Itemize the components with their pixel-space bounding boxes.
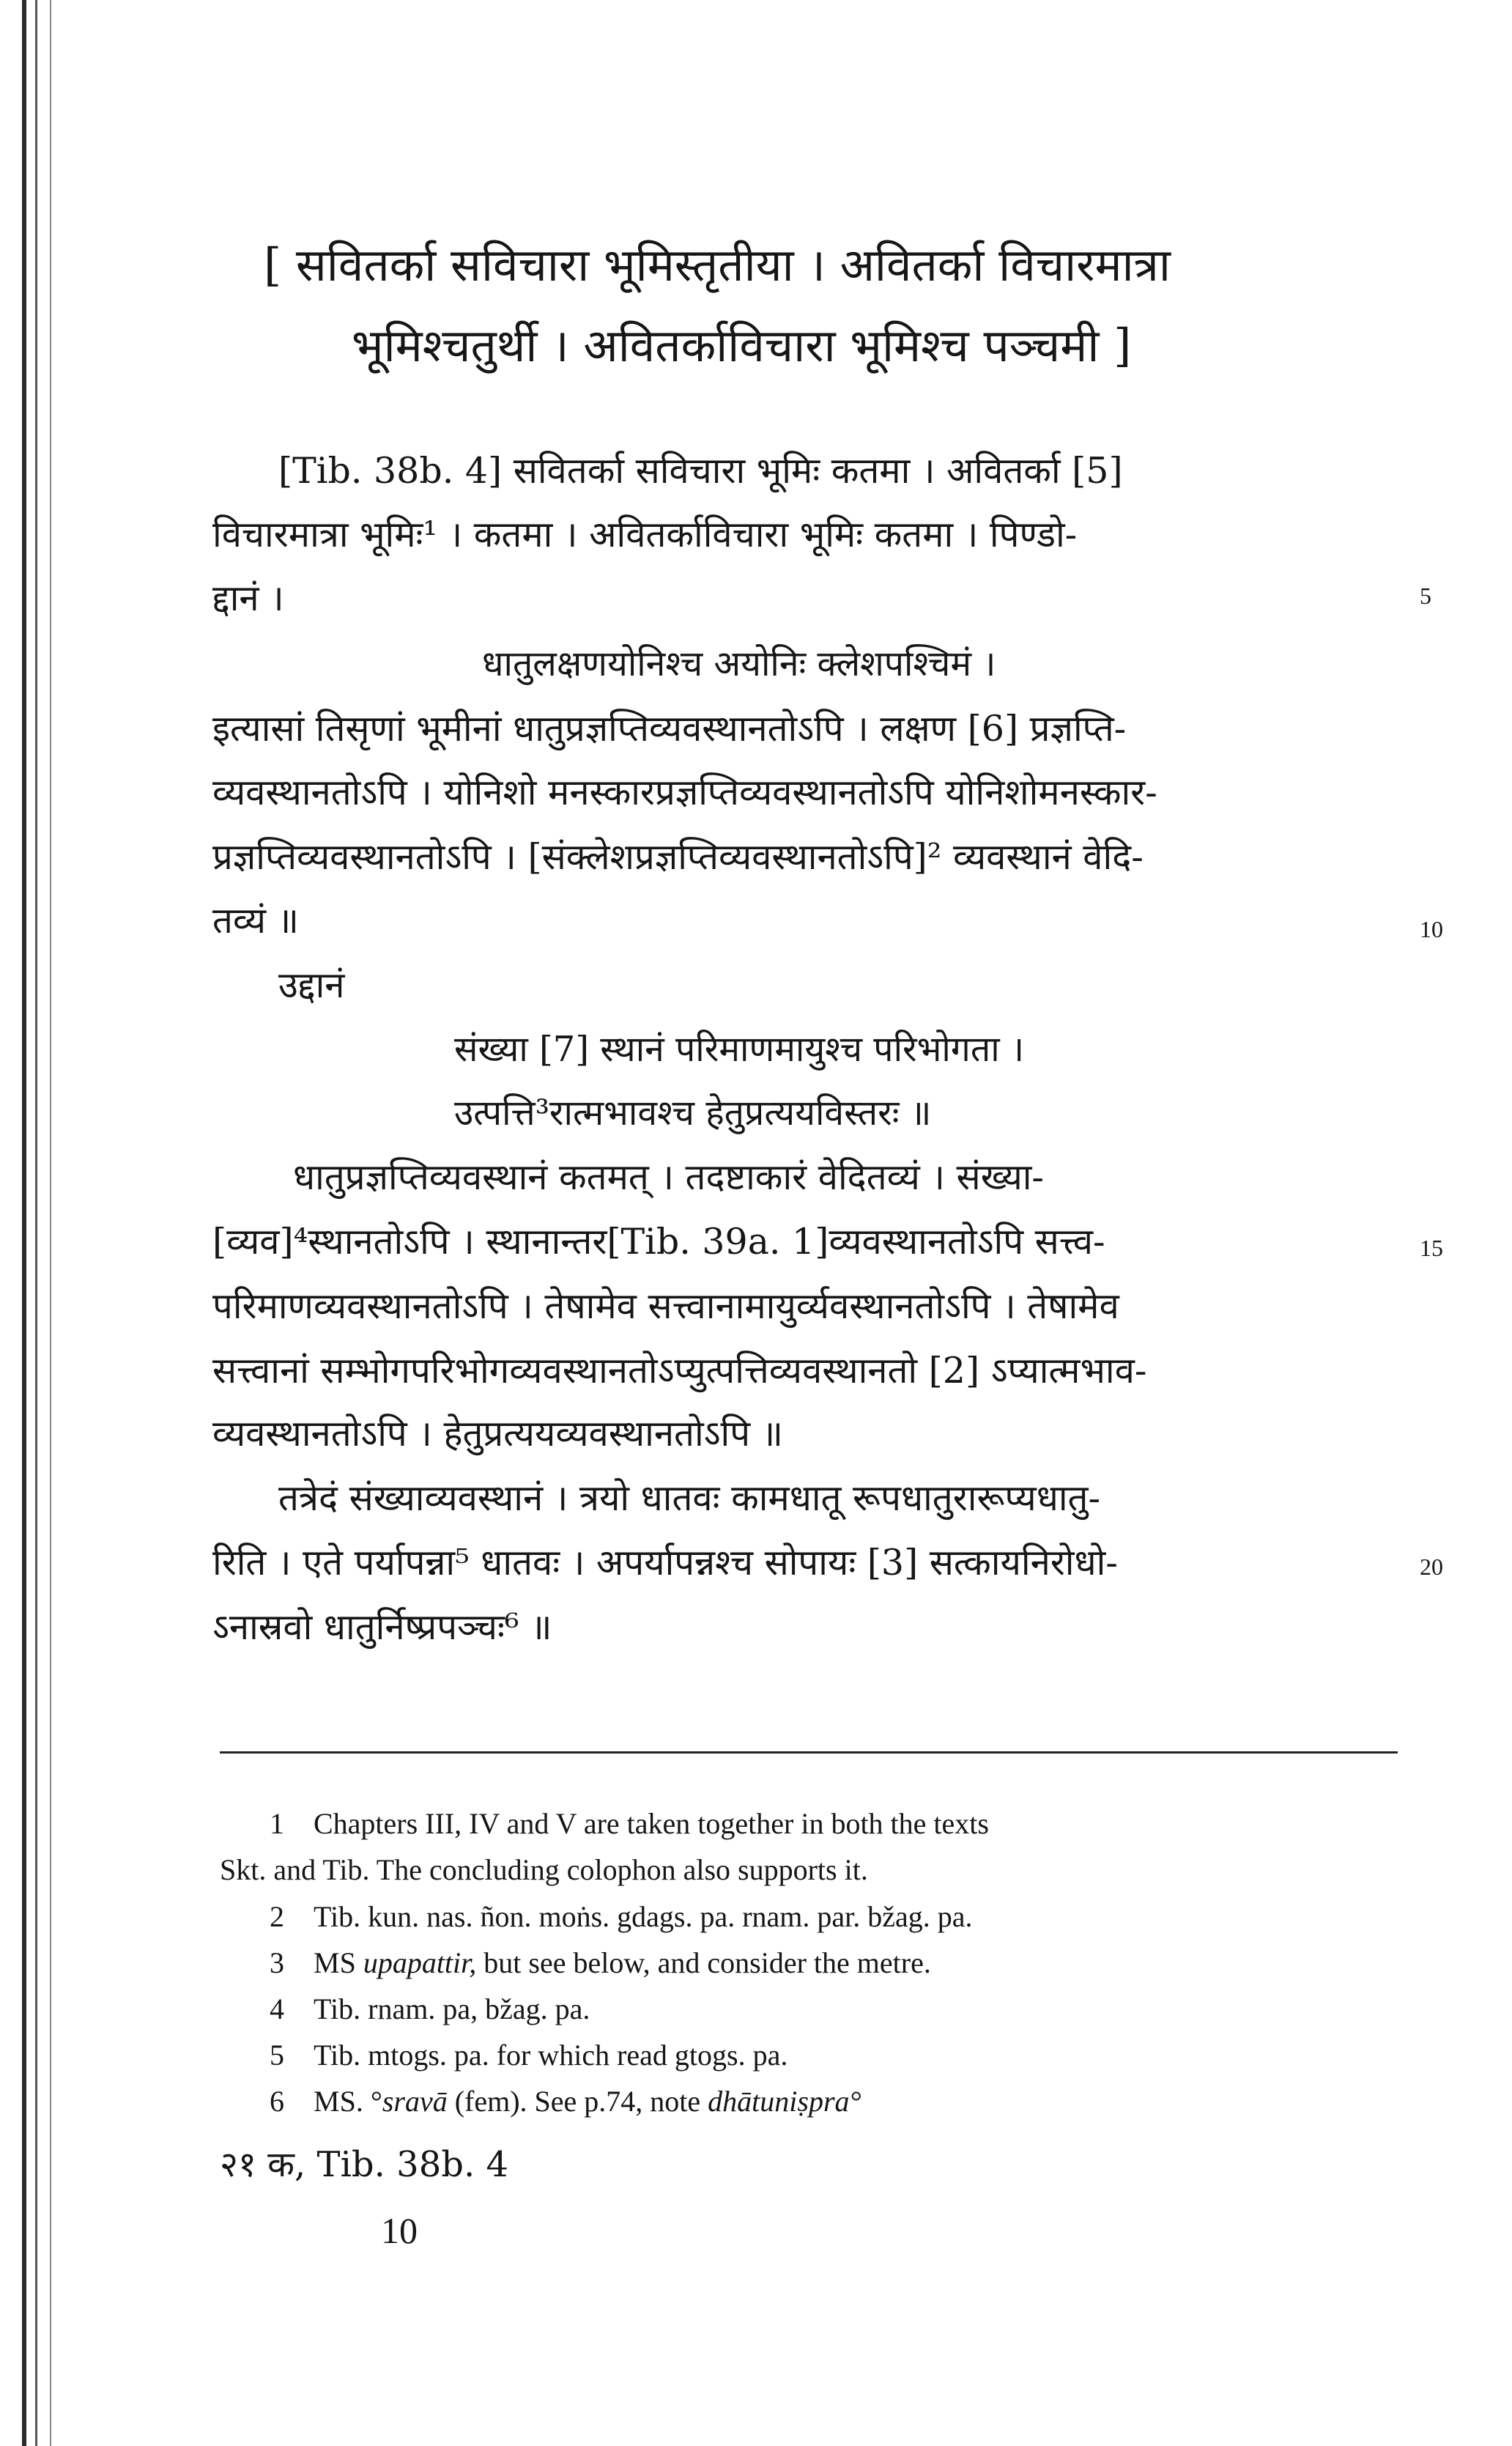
body-line: [Tib. 38b. 4] सवितर्का सविचारा भूमिः कतमा । अवितर्का [5]: [278, 450, 1123, 492]
footnote-number: 5: [270, 2039, 284, 2072]
body-line: धातुप्रज्ञप्तिव्यवस्थानं कतमत् । तदष्टाकारं वेदितव्यं । संख्या-: [293, 1156, 1044, 1198]
footnote-text: MS: [314, 1946, 363, 1979]
footnote-text: Tib. mtogs. pa. for which read gtogs. pa.: [314, 2039, 788, 2072]
heading-line-1: [ सवितर्का सविचारा भूमिस्तृतीया । अवितर्का विचारमात्रा: [264, 238, 1171, 292]
binding-edge: [22, 0, 26, 2446]
body-line: ऽनास्रवो धातुर्निष्प्रपञ्चः⁶ ॥: [212, 1606, 552, 1648]
footnote-text-italic: upapattir,: [363, 1946, 477, 1979]
line-number: 20: [1420, 1553, 1443, 1580]
body-line: तत्रेदं संख्याव्यवस्थानं । त्रयो धातवः कामधातू रूपधातुरारूप्यधातु-: [278, 1477, 1101, 1519]
verse-line: धातुलक्षणयोनिश्च अयोनिः क्लेशपश्चिमं ।: [482, 643, 996, 684]
body-line: [व्यव]⁴स्थानतोऽपि । स्थानान्तर[Tib. 39a. 1]व्यवस्थानतोऽपि सत्त्व-: [212, 1221, 1105, 1263]
footnote-continuation: [220, 1852, 868, 1887]
page-number: 10: [381, 2210, 418, 2251]
footnote-number: 6: [270, 2085, 284, 2118]
footnote-number: 1: [270, 1807, 284, 1840]
folio-reference: २१ क, Tib. 38b. 4: [220, 2144, 509, 2185]
footnote: [270, 1806, 989, 1841]
line-number: 5: [1420, 583, 1431, 609]
body-line: विचारमात्रा भूमिः¹ । कतमा । अवितर्काविचारा भूमिः कतमा । पिण्डो-: [212, 514, 1078, 555]
footnote-text: but see below, and consider the metre.: [476, 1946, 931, 1979]
footnote-text: Tib. kun. nas. ñon. moṅs. gdags. pa. rnam. par. bžag. pa.: [314, 1900, 973, 1933]
body-line: इत्यासां तिसृणां भूमीनां धातुप्रज्ञप्तिव्यवस्थानतोऽपि । लक्षण [6] प्रज्ञप्ति-: [212, 708, 1127, 750]
body-line: सत्त्वानां सम्भोगपरिभोगव्यवस्थानतोऽप्युत्पत्तिव्यवस्थानतो [2] ऽप्यात्मभाव-: [212, 1350, 1147, 1392]
body-line: प्रज्ञप्तिव्यवस्थानतोऽपि । [संक्लेशप्रज्ञप्तिव्यवस्थानतोऽपि]² व्यवस्थानं वेदि-: [212, 836, 1144, 878]
body-line: व्यवस्थानतोऽपि । हेतुप्रत्ययव्यवस्थानतोऽपि ॥: [212, 1413, 783, 1455]
binding-edge: [50, 0, 51, 2446]
footnote-number: 4: [270, 1992, 284, 2025]
line-number: 15: [1420, 1235, 1443, 1261]
binding-edge: [35, 0, 37, 2446]
footnote: [270, 1946, 931, 1980]
footnote: [270, 1992, 590, 2026]
footnote-text: Chapters III, IV and V are taken together in both the texts: [314, 1807, 989, 1840]
footnote-text-italic: sravā: [382, 2085, 448, 2118]
footnote-text-italic: dhātuniṣpra°: [708, 2085, 861, 2118]
body-line: द्दानं ।: [212, 577, 284, 619]
footnote: [270, 1899, 973, 1934]
footnote-number: 3: [270, 1946, 284, 1979]
body-line: तव्यं ॥: [212, 900, 300, 942]
body-line: रिति । एते पर्यापन्ना⁵ धातवः । अपर्यापन्नश्च सोपायः [3] सत्कायनिरोधो-: [212, 1542, 1118, 1584]
footnote-number: 2: [270, 1900, 284, 1933]
body-line: व्यवस्थानतोऽपि । योनिशो मनस्कारप्रज्ञप्तिव्यवस्थानतोऽपि योनिशोमनस्कार-: [212, 772, 1157, 813]
footnote-text: Skt. and Tib. The concluding colophon also supports it.: [220, 1853, 868, 1886]
footnote-text: MS. °: [314, 2085, 382, 2118]
verse-line: संख्या [7] स्थानं परिमाणमायुश्च परिभोगता ।: [454, 1029, 1025, 1070]
heading-line-2: भूमिश्चतुर्थी । अवितर्काविचारा भूमिश्च पञ्चमी ]: [352, 319, 1132, 372]
footnote-text: Tib. rnam. pa, bžag. pa.: [314, 1992, 590, 2025]
footnote-text: (fem). See p.74, note: [447, 2085, 708, 2118]
footnote: [270, 2084, 861, 2118]
footnote: [270, 2038, 788, 2072]
body-line: परिमाणव्यवस्थानतोऽपि । तेषामेव सत्त्वानामायुर्व्यवस्थानतोऽपि । तेषामेव: [212, 1285, 1119, 1327]
verse-line: उत्पत्ति³रात्मभावश्च हेतुप्रत्ययविस्तरः ॥: [454, 1093, 932, 1134]
footnote-rule: [220, 1751, 1398, 1754]
section-label: उद्दानं: [278, 964, 345, 1006]
line-number: 10: [1420, 916, 1443, 942]
